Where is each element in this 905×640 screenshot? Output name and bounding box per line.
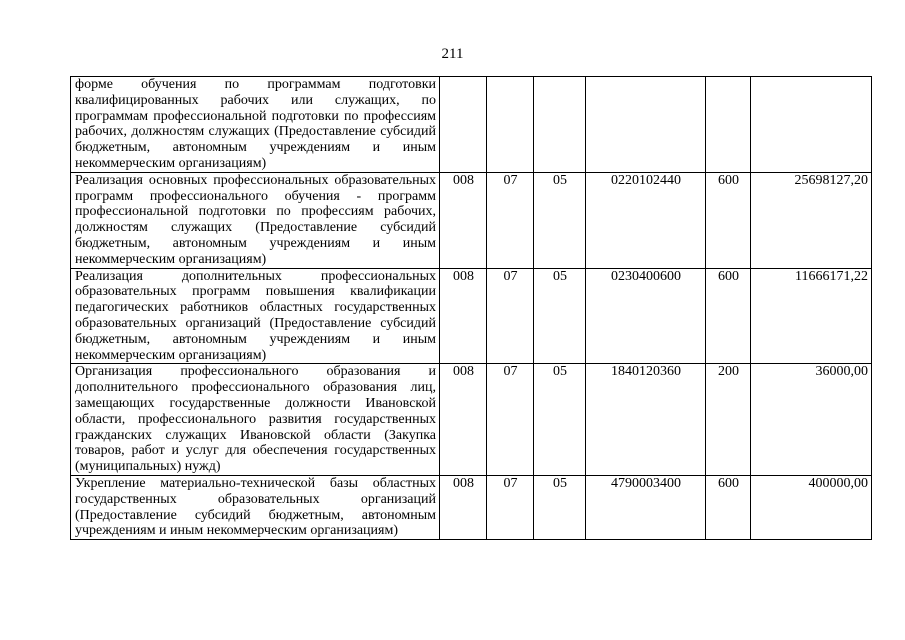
expense-type-code: 600 (706, 172, 751, 268)
expense-type-code (706, 77, 751, 173)
target-article-code: 4790003400 (586, 475, 706, 539)
subsection-code (534, 77, 586, 173)
row-description: форме обучения по программам подготовки квалифицированных рабочих или служащих, по программам профессиональной подготовки по профессиям рабочих, должностям служащих (Предоставление субсидий бюджетным, автономным учреждениям и иным некоммерческим организациям) (71, 77, 440, 173)
table-row (71, 475, 872, 539)
subsection-code: 05 (534, 364, 586, 476)
section-code: 07 (487, 364, 534, 476)
expense-type-code: 600 (706, 268, 751, 364)
table-row (71, 77, 872, 173)
target-article-code: 1840120360 (586, 364, 706, 476)
table-row (71, 268, 872, 364)
target-article-code (586, 77, 706, 173)
amount: 400000,00 (751, 475, 872, 539)
ministry-code: 008 (440, 364, 487, 476)
table-row (71, 364, 872, 476)
target-article-code: 0220102440 (586, 172, 706, 268)
subsection-code: 05 (534, 475, 586, 539)
target-article-code: 0230400600 (586, 268, 706, 364)
ministry-code: 008 (440, 268, 487, 364)
section-code: 07 (487, 172, 534, 268)
ministry-code (440, 77, 487, 173)
budget-table (70, 76, 872, 540)
section-code (487, 77, 534, 173)
ministry-code: 008 (440, 475, 487, 539)
table-row (71, 172, 872, 268)
row-description: Реализация дополнительных профессиональных образовательных программ повышения квалификации педагогических работников областных государственных образовательных организаций (Предоставление субсидий бюджетным, автономным учреждениям и иным некоммерческим организациям) (71, 268, 440, 364)
amount (751, 77, 872, 173)
amount: 25698127,20 (751, 172, 872, 268)
row-description: Организация профессионального образования и дополнительного профессионального образования лиц, замещающих государственные должности Ивановской области, профессионального развития государственных гражданских служащих Ивановской области (Закупка товаров, работ и услуг для обеспечения государственных (муниципальных) нужд) (71, 364, 440, 476)
ministry-code: 008 (440, 172, 487, 268)
subsection-code: 05 (534, 268, 586, 364)
expense-type-code: 600 (706, 475, 751, 539)
expense-type-code: 200 (706, 364, 751, 476)
section-code: 07 (487, 268, 534, 364)
subsection-code: 05 (534, 172, 586, 268)
row-description: Реализация основных профессиональных образовательных программ профессионального обучения - программ профессиональной подготовки по профессиям рабочих, должностям служащих (Предоставление субсидий бюджетным, автономным учреждениям и иным некоммерческим организациям) (71, 172, 440, 268)
page-number: 211 (441, 46, 464, 62)
amount: 11666171,22 (751, 268, 872, 364)
section-code: 07 (487, 475, 534, 539)
amount: 36000,00 (751, 364, 872, 476)
row-description: Укрепление материально-технической базы областных государственных образовательных организаций (Предоставление субсидий бюджетным, автономным учреждениям и иным некоммерческим организациям) (71, 475, 440, 539)
